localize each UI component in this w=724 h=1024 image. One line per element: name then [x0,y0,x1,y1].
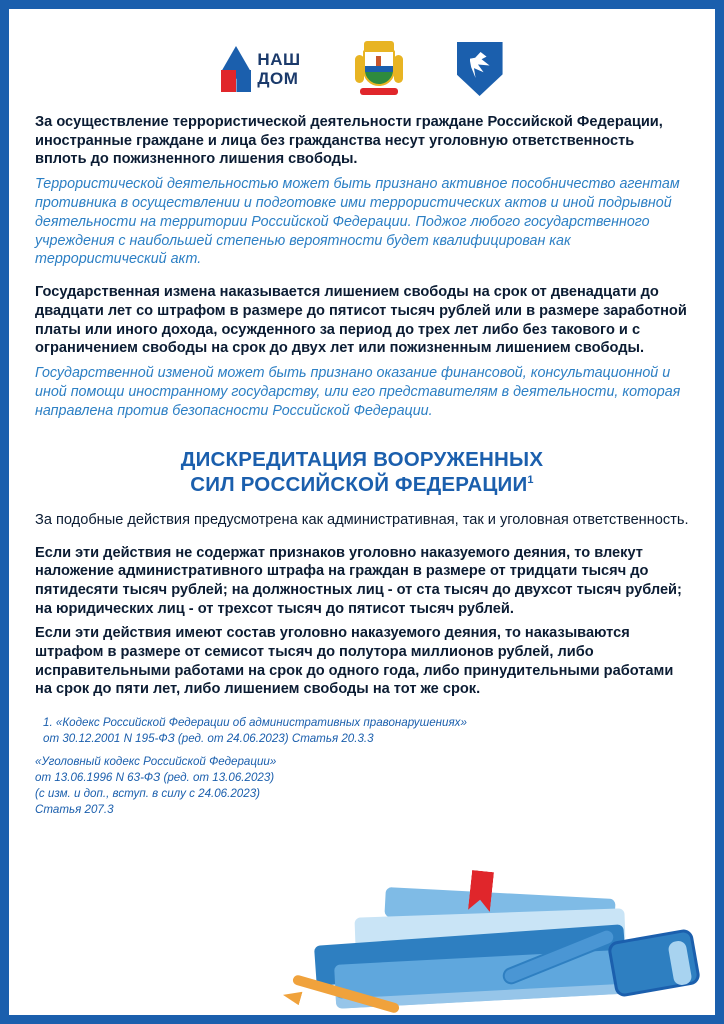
pen-tip-icon [281,987,302,1005]
poster-inner [9,9,715,1015]
nash-dom-line1: НАШ [257,50,301,69]
footnote-1-line-2: от 30.12.2001 N 195-ФЗ (ред. от 24.06.2023) Статья 20.3.3 [43,731,374,745]
footnote-2 [35,754,689,817]
section-title-line2-wrap [35,472,689,497]
paragraph-liability-types: За подобные действия предусмотрена как административная, так и уголовная ответственность. [35,511,689,528]
paragraph-terrorism-liability: За осуществление террористической деятельности граждане Российской Федерации, иностранные граждане и лица без гражданства несут уголовную ответственность вплоть до пожизненного лишения свободы. [35,114,663,168]
gavel-handle-icon [500,926,618,987]
book-icon [384,887,615,929]
footnote-2-line-3: (с изм. и доп., вступ. в силу с 24.06.2023) [35,786,261,800]
paragraph-administrative-fines: Если эти действия не содержат признаков уголовно наказуемого деяния, то влекут наложение административного штрафа на граждан в размере от тридцати тысяч до пятидесяти тысяч рублей; на должностных лиц - от ста тысяч до двухсот тысяч рублей; на юридических лиц - от трехсот тысяч до пятисот тысяч рублей. [35,544,682,617]
footnote-2-line-1: «Уголовный кодекс Российской Федерации» [35,755,277,769]
book-icon [354,908,625,951]
paragraph-criminal-penalties: Если эти действия имеют состав уголовно наказуемого деяния, то наказываются штрафом в размере от семисот тысяч до полутора миллионов рублей, либо исправительными работами на срок до одного года, либо принудительными работами на срок до пяти лет, либо лишением свободы на тот же срок. [35,625,674,698]
rosgvardia-emblem-icon [457,42,503,96]
gavel-head-icon [607,928,701,998]
footnote-2-line-4: Статья 207.3 [35,802,114,816]
region-coat-of-arms-icon [355,41,403,97]
pen-icon [292,974,400,1014]
paragraph-treason-punishment: Государственная измена наказывается лишением свободы на срок от двенадцати до двадцати лет со штрафом в размере до пятисот тысяч рублей или в размере заработной платы или иного дохода, осужденного за период до трех лет либо без такового и с ограничением свободы на срок до двух лет или пожизненным лишением свободы. [35,284,687,357]
footnote-1-line-1: 1. «Кодекс Российской Федерации об административных правонарушениях» [43,715,467,729]
section-title-discreditation [35,447,689,497]
footnote-1 [35,715,689,747]
footnotes [35,715,689,818]
paragraph-treason-explanation: Государственной изменой может быть признано оказание финансовой, консультационной и иной помощи иностранному государству, или его представителям в деятельности, которая направлена против безопасности Российской Федерации. [35,365,681,419]
books-and-gavel-illustration [275,805,715,1015]
gavel-ring-icon [667,940,692,986]
nash-dom-wordmark [257,50,300,88]
section-title-footnote-marker: 1 [527,473,534,486]
poster-content [9,107,715,818]
footnote-2-line-2: от 13.06.1996 N 63-ФЗ (ред. от 13.06.2023) [35,771,275,785]
section-title-line2: СИЛ РОССИЙСКОЙ ФЕДЕРАЦИИ [190,472,528,496]
section-title-line1: ДИСКРЕДИТАЦИЯ ВООРУЖЕННЫХ [180,447,544,471]
logo-row [9,9,715,107]
nash-dom-house-icon [221,46,251,92]
book-icon [314,924,626,986]
book-icon [334,949,636,1009]
paragraph-terrorism-explanation: Террористической деятельностью может быть признано активное пособничество агентам противника в осуществлении и подготовке ими террористических актов и иной подрывной деятельности на территории Российской Федерации. Поджог любого государственного учреждения с наибольшей степенью вероятности будет квалифицирован как террористический акт. [35,176,680,268]
nash-dom-logo [221,46,300,92]
bookmark-icon [468,870,494,912]
nash-dom-line2: ДОМ [257,69,299,88]
